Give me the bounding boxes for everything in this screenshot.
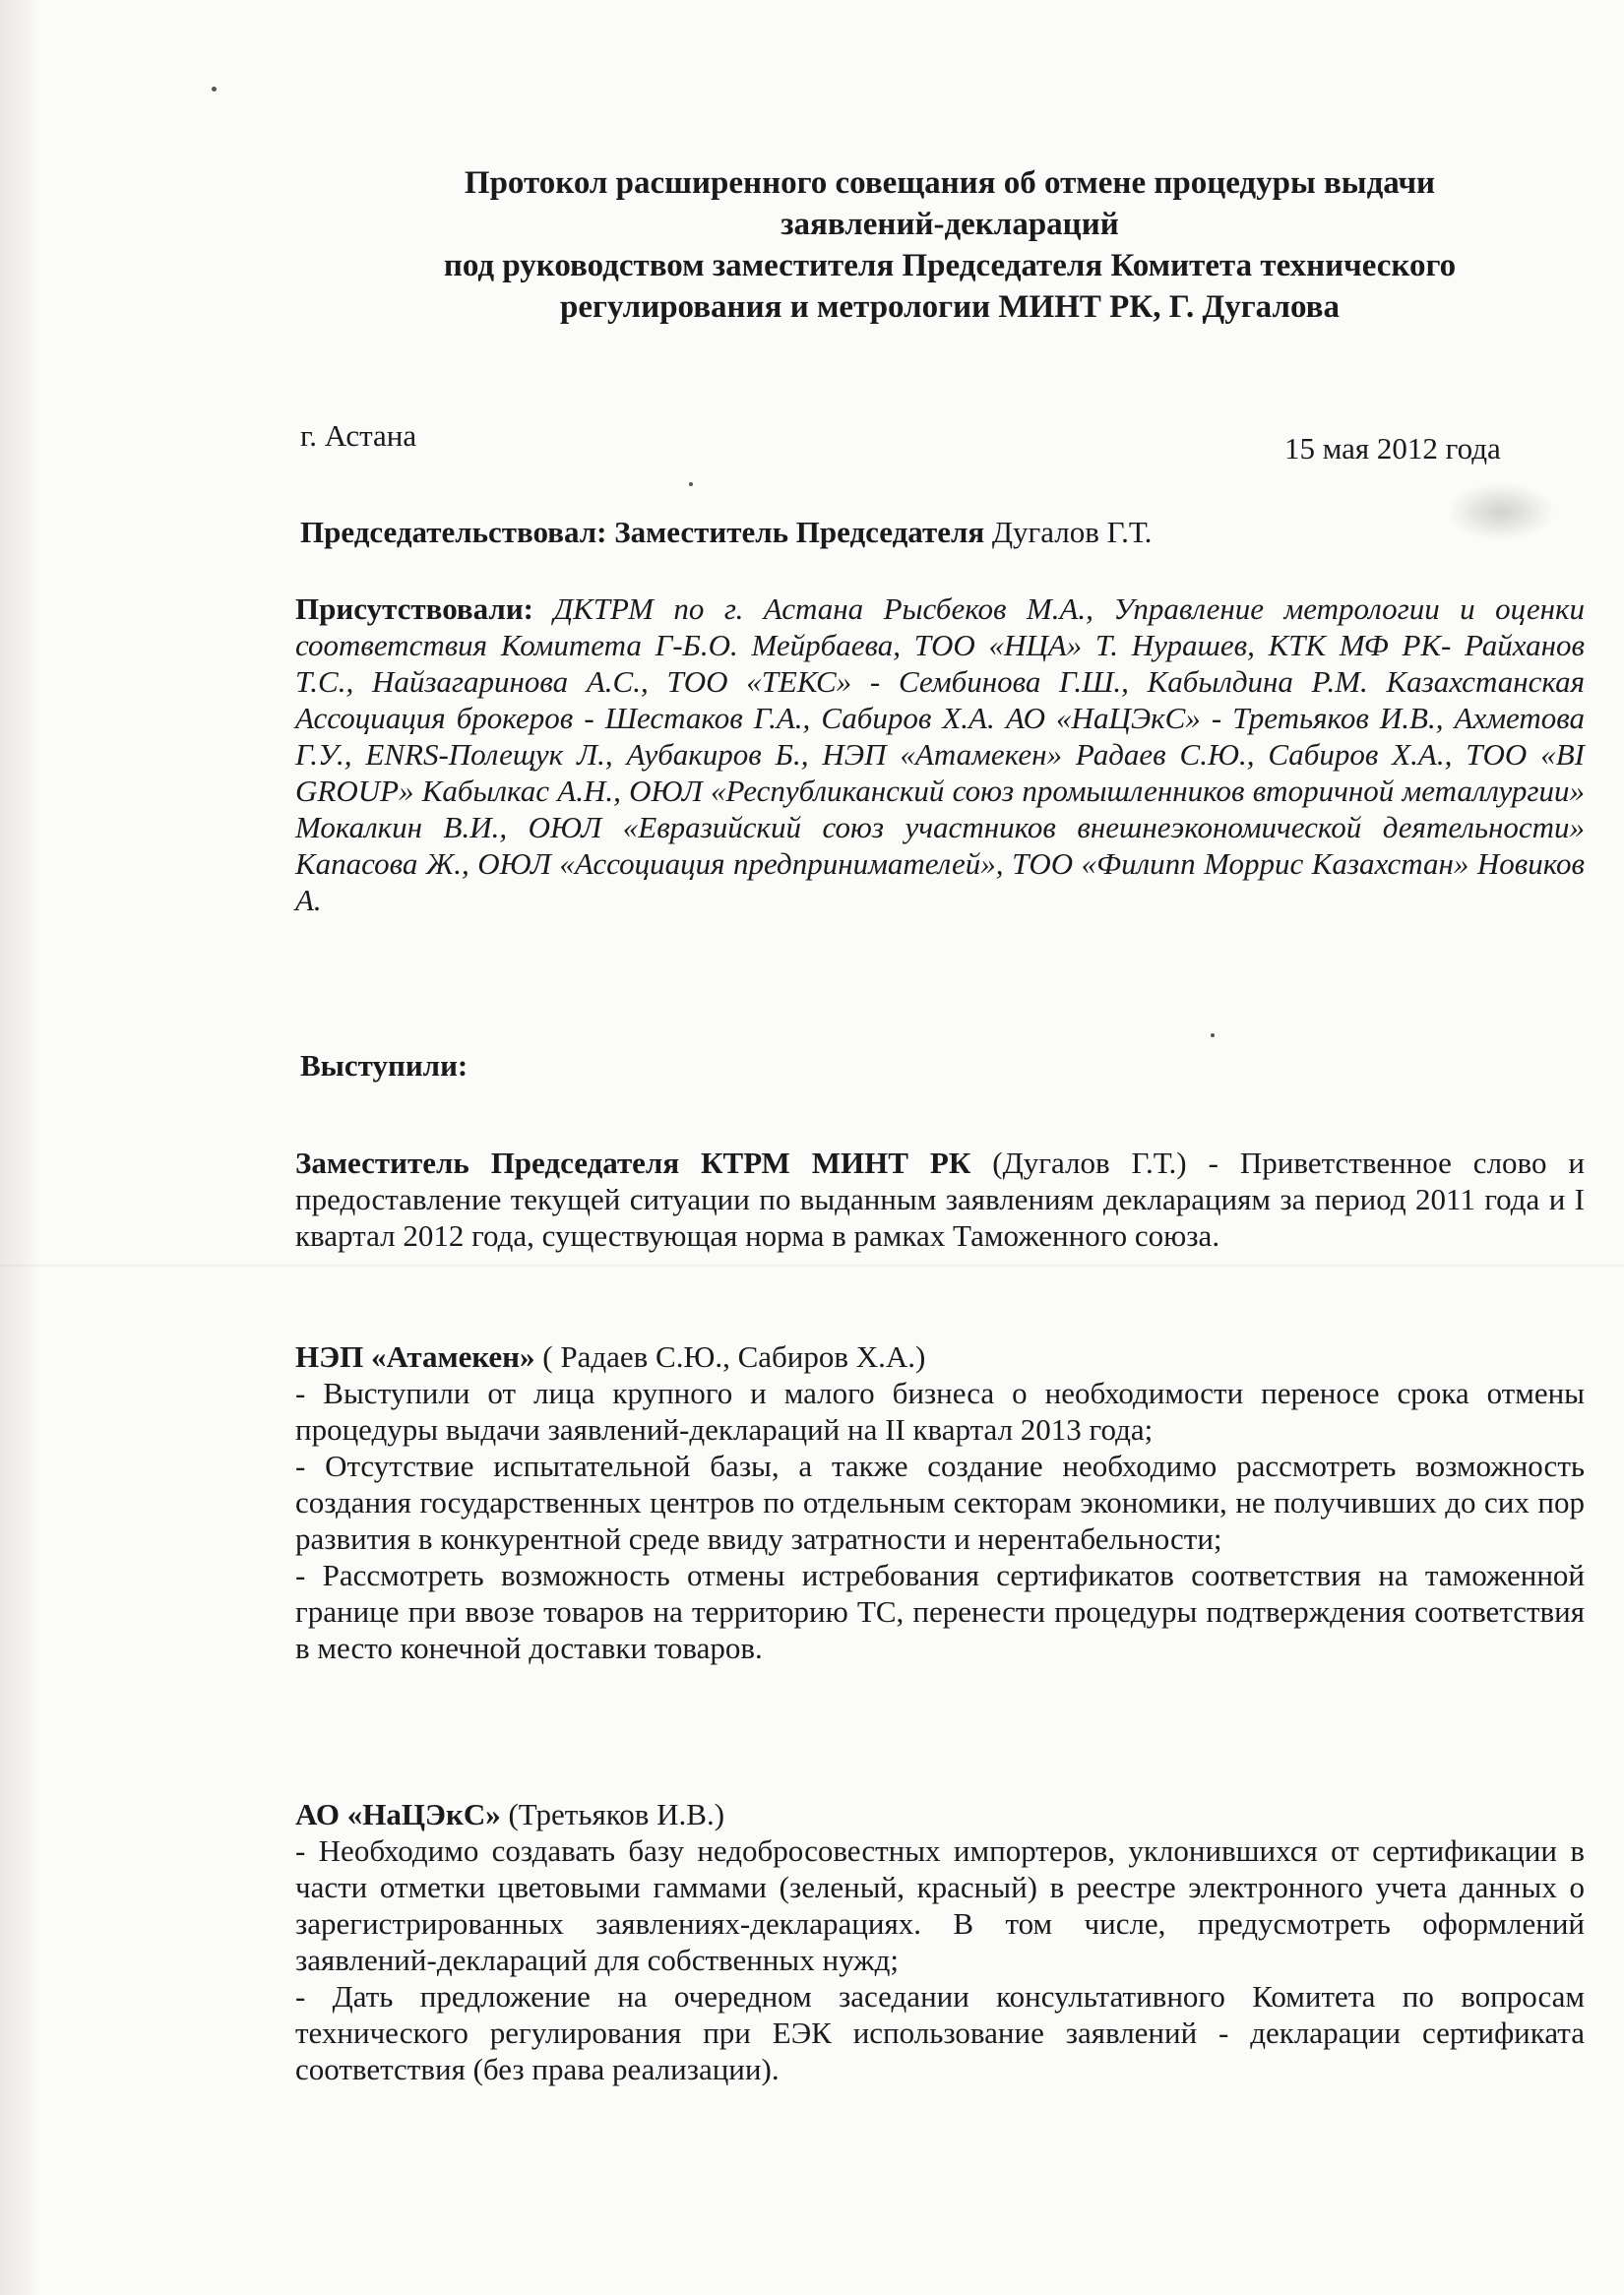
speaker-text: - Приветственное слово и предоставление текущей ситуации по выданным заявлениям декларациям за период 2011 года и I квартал 2012 года, существующая норма в рамках Таможенного союза. xyxy=(295,1146,1586,1253)
speaker-person: (Дугалов Г.Т.) xyxy=(970,1146,1187,1180)
speech-item: - Необходимо создавать базу недобросовестных импортеров, уклонившихся от сертификации в части отметки цветовыми гаммами (зеленый, красный) в реестре электронного учета данных о зарегистрированных заявлениях-декларациях. В том числе, предусмотреть оформлений заявлений-деклараций для собственных нужд; xyxy=(295,1833,1585,1977)
scan-left-edge xyxy=(0,0,41,2295)
speaker-org: АО «НаЦЭкС» xyxy=(295,1797,501,1831)
chaired-name: Дугалов Г.Т. xyxy=(984,515,1153,549)
meeting-place: г. Астана xyxy=(300,418,417,453)
chaired-label: Председательствовал: Заместитель Председателя xyxy=(300,515,985,549)
title-line-4: регулирования и метрологии МИНТ РК, Г. Дугалова xyxy=(560,289,1340,325)
paper-fold-crease xyxy=(0,1265,1624,1268)
title-line-2: заявлений-деклараций xyxy=(781,207,1119,242)
attendees-paragraph xyxy=(295,590,1585,918)
attendees-label: Присутствовали: xyxy=(295,591,534,626)
title-line-3: под руководством заместителя Председателя Комитета технического xyxy=(443,248,1457,283)
meeting-date: 15 мая 2012 года xyxy=(1284,431,1501,465)
speech-item: - Выступили от лица крупного и малого бизнеса о необходимости переносе срока отмены процедуры выдачи заявлений-деклараций на II квартал 2013 года; xyxy=(295,1376,1585,1447)
speaker-org: Заместитель Председателя КТРМ МИНТ РК xyxy=(295,1146,971,1180)
speaker-section-3 xyxy=(295,1796,1585,2087)
scan-speck xyxy=(689,482,693,486)
title-line-1: Протокол расширенного совещания об отмене процедуры выдачи xyxy=(464,165,1436,201)
attendees-list: ДКТРМ по г. Астана Рысбеков М.А., Управление метрологии и оценки соответствия Комитета Г-Б.О. Мейрбаева, ТОО «НЦА» Т. Нурашев, КТК МФ РК- Райханов Т.С., Найзагаринова А.С., ТОО «ТЕКС» - Сембинова Г.Ш., Кабылдина Р.М. Казахстанская Ассоциация брокеров - Шестаков Г.А., Сабиров Х.А. АО «НаЦЭкС» - Третьяков И.В., Ахметова Г.У., ENRS-Полещук Л., Аубакиров Б., НЭП «Атамекен» Радаев С.Ю., Сабиров Х.А., ТОО «BI GROUP» Кабылкас А.Н., ОЮЛ «Республиканский союз промышленников вторичной металлургии» Мокалкин В.И., ОЮЛ «Евразийский союз участников внешнеэкономической деятельности» Капасова Ж., ОЮЛ «Ассоциация предпринимателей», ТОО «Филипп Моррис Казахстан» Новиков А. xyxy=(295,591,1585,917)
speakers-heading: Выступили: xyxy=(300,1048,468,1083)
speaker-section-1 xyxy=(295,1145,1585,1254)
speaker-person: ( Радаев С.Ю., Сабиров Х.А.) xyxy=(534,1339,926,1374)
speaker-person: (Третьяков И.В.) xyxy=(500,1797,725,1831)
ink-smudge xyxy=(1447,482,1555,541)
scan-speck xyxy=(212,87,217,92)
speaker-section-2 xyxy=(295,1338,1585,1666)
speech-item: - Отсутствие испытательной базы, а также создание необходимо рассмотреть возможность создания государственных центров по отдельным секторам экономики, не получивших до сих пор развития в конкурентной среде ввиду затратности и нерентабельности; xyxy=(295,1449,1585,1556)
speech-item: - Рассмотреть возможность отмены истребования сертификатов соответствия на таможенной границе при ввозе товаров на территорию ТС, перенести процедуры подтверждения соответствия в место конечной доставки товаров. xyxy=(295,1558,1585,1665)
speech-item: - Дать предложение на очередном заседании консультативного Комитета по вопросам технического регулирования при ЕЭК использование заявлений - декларации сертификата соответствия (без права реализации). xyxy=(295,1979,1585,2086)
document-title xyxy=(325,162,1575,328)
scan-speck xyxy=(1211,1033,1215,1037)
chaired-by xyxy=(300,515,1152,550)
speaker-org: НЭП «Атамекен» xyxy=(295,1339,535,1374)
